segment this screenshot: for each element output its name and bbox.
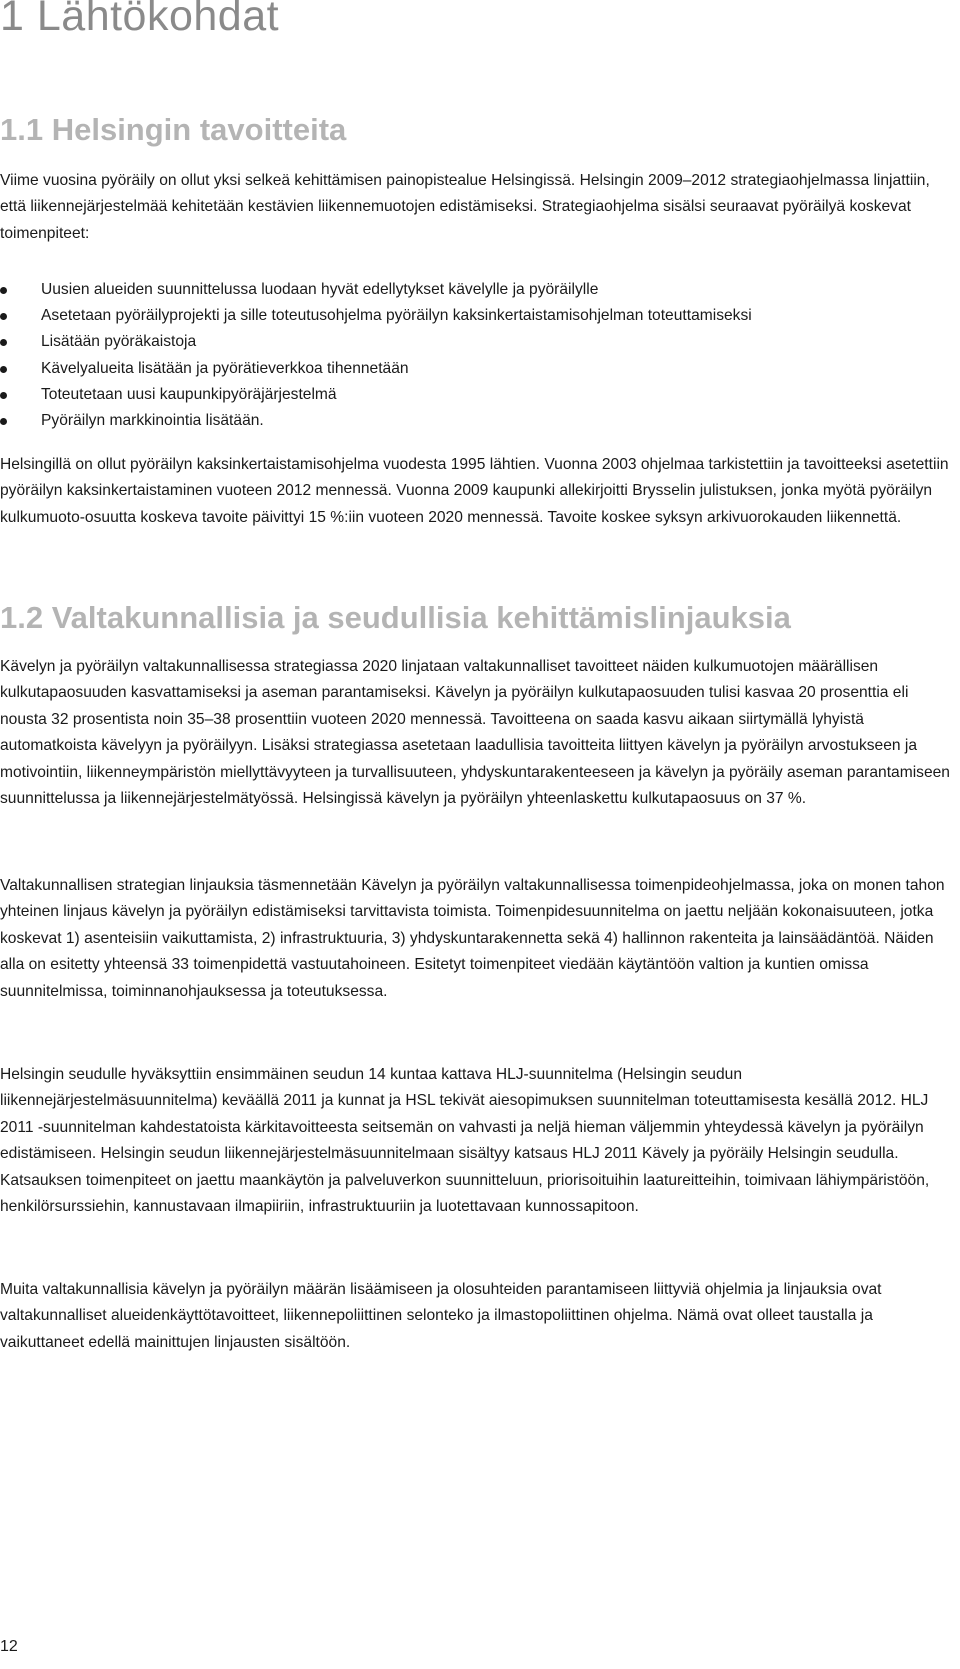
strategy-measures-list bbox=[0, 277, 958, 434]
section-1-1-paragraph-2: Helsingillä on ollut pyöräilyn kaksinkertaistamisohjelma vuodesta 1995 lähtien. Vuonna 2003 ohjelmaa tarkistettiin ja tavoitteeksi asetettiin pyöräilyn kaksinkertaistaminen vuoteen 2012 mennessä. Vuonna 2009 kaupunki allekirjoitti Brysselin julistuksen, jonka myötä pyöräilyn kulkumuoto-osuutta koskeva tavoite päivittyi 15 %:iin vuoteen 2020 mennessä. Tavoite koskee syksyn arkivuorokauden liikennettä. bbox=[0, 456, 949, 526]
section-1-1-paragraph-1: Viime vuosina pyöräily on ollut yksi selkeä kehittämisen painopistealue Helsingissä. Helsingin 2009–2012 strategiaohjelmassa linjattiin, että liikennejärjestelmää kehitetään kestävien liikennemuotojen edistämiseksi. Strategiaohjelma sisälsi seuraavat pyöräilyä koskevat toimenpiteet: bbox=[0, 172, 930, 242]
list-item bbox=[0, 277, 958, 303]
bullet-icon bbox=[0, 392, 7, 399]
list-item-text: Lisätään pyöräkaistoja bbox=[41, 333, 197, 351]
list-item-text: Pyöräilyn markkinointia lisätään. bbox=[41, 412, 264, 430]
list-item-text: Uusien alueiden suunnittelussa luodaan hyvät edellytykset kävelylle ja pyöräilylle bbox=[41, 281, 599, 298]
bullet-icon bbox=[0, 313, 7, 320]
bullet-icon bbox=[0, 366, 7, 373]
list-item bbox=[0, 382, 958, 408]
list-item bbox=[0, 408, 958, 434]
list-item bbox=[0, 329, 958, 355]
bullet-icon bbox=[0, 339, 7, 346]
bullet-icon bbox=[0, 287, 7, 294]
list-item-text: Kävelyalueita lisätään ja pyörätieverkkoa tihennetään bbox=[41, 359, 409, 377]
section-1-2-paragraph-1: Kävelyn ja pyöräilyn valtakunnallisessa strategiassa 2020 linjataan valtakunnalliset tavoitteet näiden kulkumuotojen määrällisen kulkutapaosuuden kasvattamiseksi ja aseman parantamiseksi. Kävelyn ja pyöräilyn kulkutapaosuuden tulisi kasvaa 20 prosenttia eli nousta 32 prosentista noin 35–38 prosenttiin vuoteen 2020 mennessä. Tavoitteena on saada kasvu aikaan siirtymällä lyhyistä automatkoista kävelyyn ja pyöräilyyn. Lisäksi strategiassa asetetaan laadullisia tavoitteita liittyen kävelyn ja pyöräilyn arvostukseen ja motivointiin, liikenneympäristön miellyttävyyteen ja turvallisuuteen, yhdyskuntarakenteeseen ja kävelyn ja pyöräily aseman parantamiseen suunnittelussa ja liikennejärjestelmätyössä. Helsingissä kävelyn ja pyöräilyn yhteenlaskettu kulkutapaosuus on 37 %. bbox=[0, 658, 950, 808]
section-heading-1-1: 1.1 Helsingin tavoitteita bbox=[0, 112, 347, 147]
bullet-icon bbox=[0, 418, 7, 425]
list-item-text: Toteutetaan uusi kaupunkipyöräjärjestelmä bbox=[41, 385, 337, 403]
list-item bbox=[0, 303, 958, 329]
section-1-2-paragraph-4: Muita valtakunnallisia kävelyn ja pyöräilyn määrän lisäämiseen ja olosuhteiden parantamiseen liittyviä ohjelmia ja linjauksia ovat valtakunnalliset alueidenkäyttötavoitteet, liikennepoliittinen selonteko ja ilmastopoliittinen ohjelma. Nämä ovat olleet taustalla ja vaikuttaneet edellä mainittujen linjausten sisältöön. bbox=[0, 1281, 882, 1351]
section-heading-1-2: 1.2 Valtakunnallisia ja seudullisia kehittämislinjauksia bbox=[0, 600, 791, 635]
page-number: 12 bbox=[0, 1638, 18, 1655]
section-1-2-paragraph-3: Helsingin seudulle hyväksyttiin ensimmäinen seudun 14 kuntaa kattava HLJ-suunnitelma (Helsingin seudun liikennejärjestelmäsuunnitelma) keväällä 2011 ja kunnat ja HSL tekivät aiesopimuksen suunnitelman toteuttamisesta kesällä 2012. HLJ 2011 -suunnitelman kahdestatoista kärkitavoitteesta seitsemän on vahvasti ja neljä hieman väljemmin yhteydessä kävelyn ja pyöräilyn edistämiseen. Helsingin seudun liikennejärjestelmäsuunnitelmaan sisältyy katsaus HLJ 2011 Kävely ja pyöräily Helsingin seudulla. Katsauksen toimenpiteet on jaettu maankäytön ja palveluverkon suunnitteluun, priorisoituihin laatureitteihin, toimivaan lähiympäristöön, henkilörsurssiehin, kannustavaan ilmapiiriin, infrastruktuuriin ja luotettavaan kunnossapitoon. bbox=[0, 1066, 930, 1216]
chapter-heading: 1 Lähtökohdat bbox=[0, 0, 280, 40]
list-item bbox=[0, 356, 958, 382]
section-1-2-paragraph-2: Valtakunnallisen strategian linjauksia täsmennetään Kävelyn ja pyöräilyn valtakunnallisessa toimenpideohjelmassa, joka on monen tahon yhteinen linjaus kävelyn ja pyöräilyn edistämiseksi tarvittavista toimista. Toimenpidesuunnitelma on jaettu neljään kokonaisuuteen, jotka koskevat 1) asenteisiin vaikuttamista, 2) infrastruktuuria, 3) yhdyskuntarakennetta sekä 4) hallinnon rakenteita ja lainsäädäntöä. Näiden alla on esitetty yhteensä 33 toimenpidettä vastuutahoineen. Esitetyt toimenpiteet viedään käytäntöön valtion ja kuntien omissa suunnitelmissa, toiminnanohjauksessa ja toteutuksessa. bbox=[0, 877, 945, 1000]
list-item-text: Asetetaan pyöräilyprojekti ja sille toteutusohjelma pyöräilyn kaksinkertaistamisohjelman toteuttamiseksi bbox=[41, 307, 752, 325]
